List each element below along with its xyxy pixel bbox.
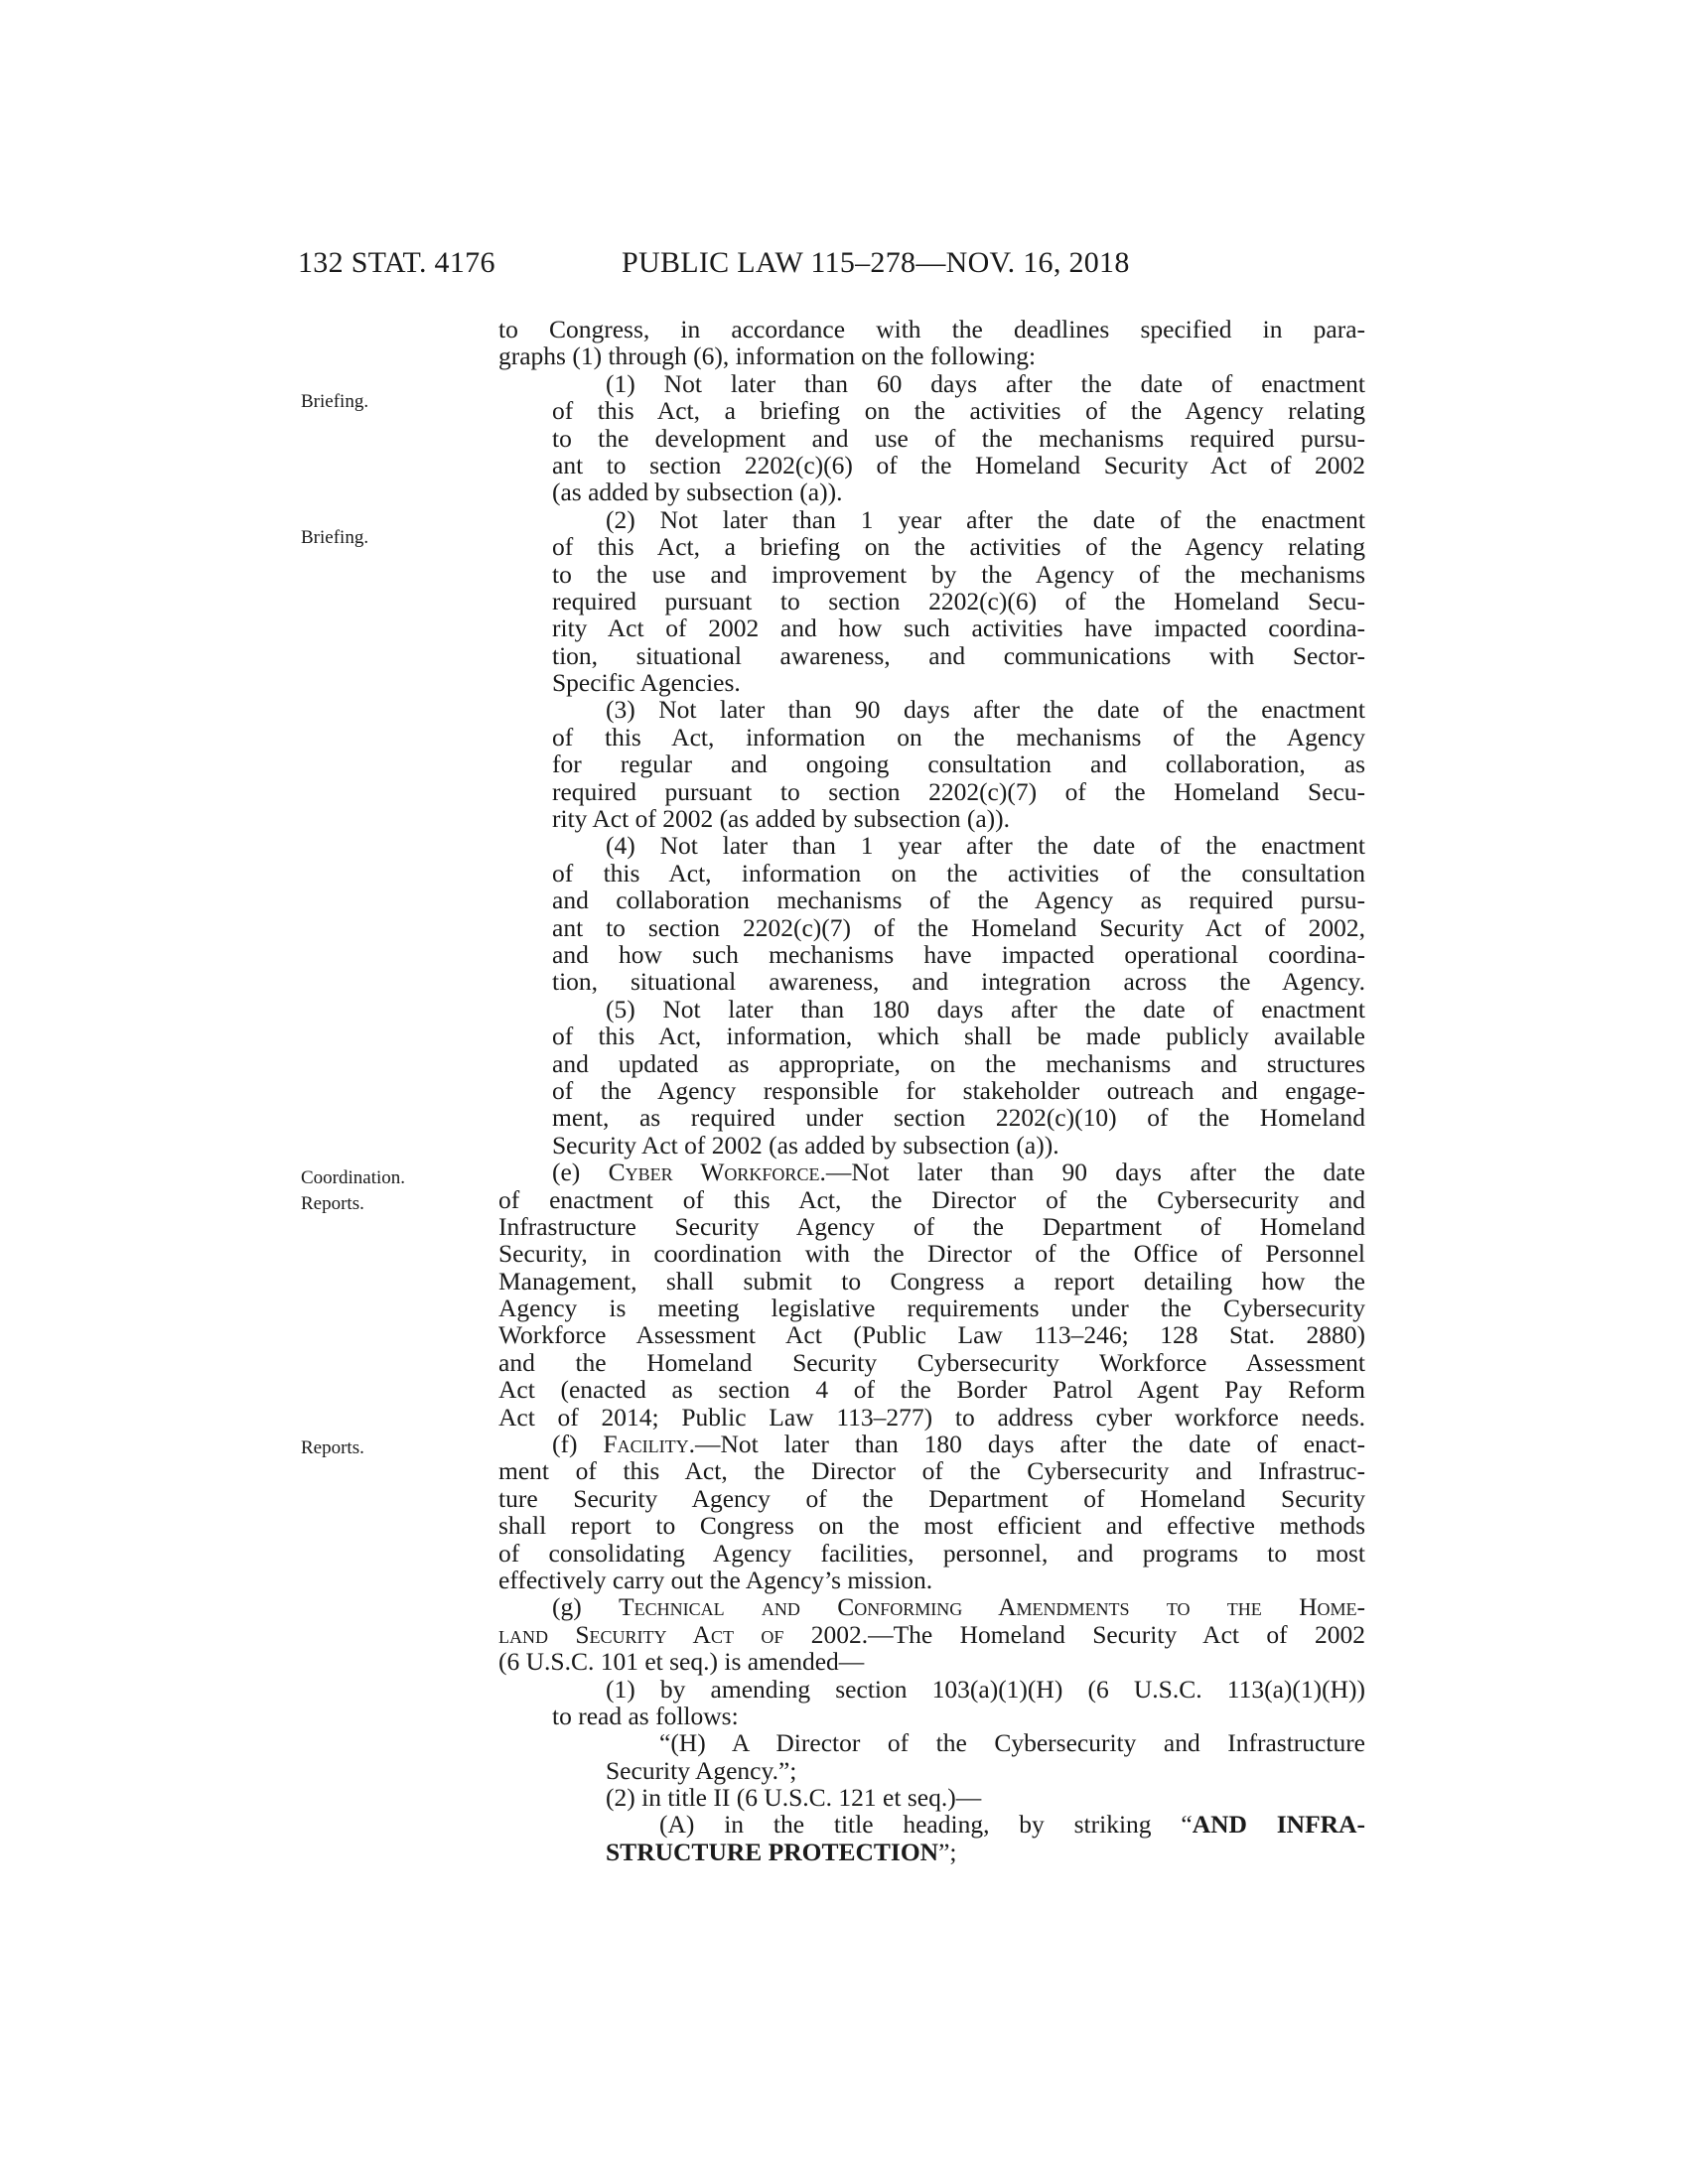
paragraph-g1 xyxy=(498,1676,1365,1730)
text-line: tion, situational awareness, and integration across the Agency. xyxy=(552,967,1365,997)
text-line: of this Act, information on the activities of the consultation xyxy=(552,858,1365,887)
paragraph-1 xyxy=(498,370,1365,506)
subsection-heading-cont: land Security Act of 2002 xyxy=(498,1619,862,1649)
text-line: required pursuant to section 2202(c)(7) of the Homeland Secu- xyxy=(552,776,1365,806)
text-line: of consolidating Agency facilities, personnel, and programs to most xyxy=(498,1538,1365,1568)
text-line xyxy=(498,1593,1365,1620)
text-line: (1) Not later than 60 days after the date of enactment xyxy=(606,368,1365,398)
text-fragment: (A) in the title heading, by striking “ xyxy=(659,1810,1193,1840)
text-line: (as added by subsection (a)). xyxy=(552,478,843,507)
text-line: graphs (1) through (6), information on the following: xyxy=(498,341,1037,371)
page-header xyxy=(298,246,1390,286)
text-line: Security Act of 2002 (as added by subsection (a)). xyxy=(552,1130,1059,1160)
statute-body xyxy=(498,316,1365,1865)
text-line: and updated as appropriate, on the mechanisms and structures xyxy=(552,1048,1365,1078)
subsection-label: (f) xyxy=(552,1430,578,1459)
text-line: to the development and use of the mechanisms required pursu- xyxy=(552,423,1365,453)
margin-note-coordination: Coordination. xyxy=(301,1167,406,1188)
text-line: and how such mechanisms have impacted operational coordina- xyxy=(552,939,1365,969)
text-line: Security Agency.”; xyxy=(606,1755,797,1785)
text-fragment: .—The Homeland Security Act of 2002 xyxy=(861,1619,1366,1649)
text-line: to read as follows: xyxy=(552,1701,739,1730)
text-line: of the Agency responsible for stakeholder outreach and engage- xyxy=(552,1075,1365,1105)
text-line: Infrastructure Security Agency of the Department of Homeland xyxy=(498,1211,1365,1241)
text-line: (4) Not later than 1 year after the date of the enactment xyxy=(606,831,1365,861)
text-line xyxy=(498,1621,1365,1648)
text-line: (3) Not later than 90 days after the date of the enactment xyxy=(606,695,1365,725)
text-line: ment of this Act, the Director of the Cybersecurity and Infrastruc- xyxy=(498,1456,1365,1486)
text-line: for regular and ongoing consultation and collaboration, as xyxy=(552,750,1365,779)
text-line xyxy=(498,1431,1365,1457)
margin-note-briefing-1: Briefing. xyxy=(301,391,369,412)
text-line xyxy=(498,1159,1365,1185)
text-line xyxy=(498,1811,1365,1838)
text-line: Workforce Assessment Act (Public Law 113–246; 128 Stat. 2880) xyxy=(498,1320,1365,1350)
subsection-heading: Technical and Conforming Amendments to the Home- xyxy=(619,1592,1366,1622)
text-line: of this Act, a briefing on the activities of the Agency relating xyxy=(552,532,1365,562)
text-line: (1) by amending section 103(a)(1)(H) (6 U.S.C. 113(a)(1)(H)) xyxy=(606,1674,1365,1704)
subsection-e-cyber-workforce xyxy=(498,1159,1365,1431)
margin-note-reports-2: Reports. xyxy=(301,1437,364,1458)
text-line: and the Homeland Security Cybersecurity Workforce Assessment xyxy=(498,1347,1365,1377)
text-line: to Congress, in accordance with the deadlines specified in para- xyxy=(498,315,1365,343)
text-line: shall report to Congress on the most efficient and effective methods xyxy=(498,1511,1365,1541)
struck-text: AND INFRA- xyxy=(1192,1810,1365,1840)
paragraph-2 xyxy=(498,506,1365,697)
quoted-text xyxy=(498,1729,1365,1784)
text-line: of enactment of this Act, the Director of the Cybersecurity and xyxy=(498,1184,1365,1214)
statute-page-number: 132 STAT. 4176 xyxy=(298,246,495,279)
text-fragment: ”; xyxy=(938,1837,957,1866)
text-line: (2) Not later than 1 year after the date of the enactment xyxy=(606,504,1365,534)
text-line: Specific Agencies. xyxy=(552,668,741,698)
subsection-heading: Facility xyxy=(603,1430,689,1459)
subsection-heading: Cyber Workforce xyxy=(608,1158,820,1187)
text-line: and collaboration mechanisms of the Agency as required pursu- xyxy=(552,886,1365,915)
text-line: (2) in title II (6 U.S.C. 121 et seq.)— xyxy=(606,1783,982,1813)
text-line: Agency is meeting legislative requirements under the Cybersecurity xyxy=(498,1294,1365,1323)
text-line: rity Act of 2002 (as added by subsection (a)). xyxy=(552,804,1011,834)
struck-text-cont: STRUCTURE PROTECTION xyxy=(606,1837,939,1866)
intro-paragraph xyxy=(498,316,1365,370)
text-line: required pursuant to section 2202(c)(6) of the Homeland Secu- xyxy=(552,586,1365,615)
text-line: effectively carry out the Agency’s mission. xyxy=(498,1565,933,1594)
text-fragment: .—Not later than 180 days after the date of enact- xyxy=(688,1430,1366,1459)
margin-note-briefing-2: Briefing. xyxy=(301,527,369,548)
paragraph-5 xyxy=(498,996,1365,1159)
subparagraph-gA xyxy=(498,1811,1365,1865)
text-line: to the use and improvement by the Agency of the mechanisms xyxy=(552,559,1365,589)
text-line: ment, as required under section 2202(c)(10) of the Homeland xyxy=(552,1103,1365,1133)
text-line: of this Act, information on the mechanisms of the Agency xyxy=(552,722,1365,751)
margin-note-reports-1: Reports. xyxy=(301,1193,364,1214)
text-line: (6 U.S.C. 101 et seq.) is amended— xyxy=(498,1647,865,1677)
text-line: (5) Not later than 180 days after the date of enactment xyxy=(606,994,1365,1024)
text-line: of this Act, information, which shall be made publicly available xyxy=(552,1022,1365,1051)
text-line: Management, shall submit to Congress a report detailing how the xyxy=(498,1266,1365,1296)
text-line: tion, situational awareness, and communications with Sector- xyxy=(552,640,1365,670)
text-line: ant to section 2202(c)(7) of the Homeland Security Act of 2002, xyxy=(552,912,1365,942)
text-line: of this Act, a briefing on the activities of the Agency relating xyxy=(552,396,1365,426)
text-line: “(H) A Director of the Cybersecurity and Infrastructure xyxy=(659,1728,1365,1758)
text-line: Security, in coordination with the Director of the Office of Personnel xyxy=(498,1239,1365,1269)
subsection-g-amendments xyxy=(498,1593,1365,1675)
public-law-citation: PUBLIC LAW 115–278—NOV. 16, 2018 xyxy=(622,246,1130,279)
text-line: ture Security Agency of the Department of Homeland Security xyxy=(498,1483,1365,1513)
paragraph-g2 xyxy=(498,1784,1365,1811)
subsection-label: (e) xyxy=(552,1158,581,1187)
subsection-label: (g) xyxy=(552,1592,582,1622)
text-fragment: .—Not later than 90 days after the date xyxy=(819,1158,1366,1187)
paragraph-3 xyxy=(498,696,1365,832)
text-line: ant to section 2202(c)(6) of the Homeland Security Act of 2002 xyxy=(552,450,1365,479)
text-line: rity Act of 2002 and how such activities have impacted coordina- xyxy=(552,614,1365,643)
paragraph-4 xyxy=(498,832,1365,995)
text-line: Act (enacted as section 4 of the Border Patrol Agent Pay Reform xyxy=(498,1375,1365,1405)
text-line: Act of 2014; Public Law 113–277) to address cyber workforce needs. xyxy=(498,1402,1365,1432)
subsection-f-facility xyxy=(498,1431,1365,1593)
text-line xyxy=(498,1839,1365,1865)
